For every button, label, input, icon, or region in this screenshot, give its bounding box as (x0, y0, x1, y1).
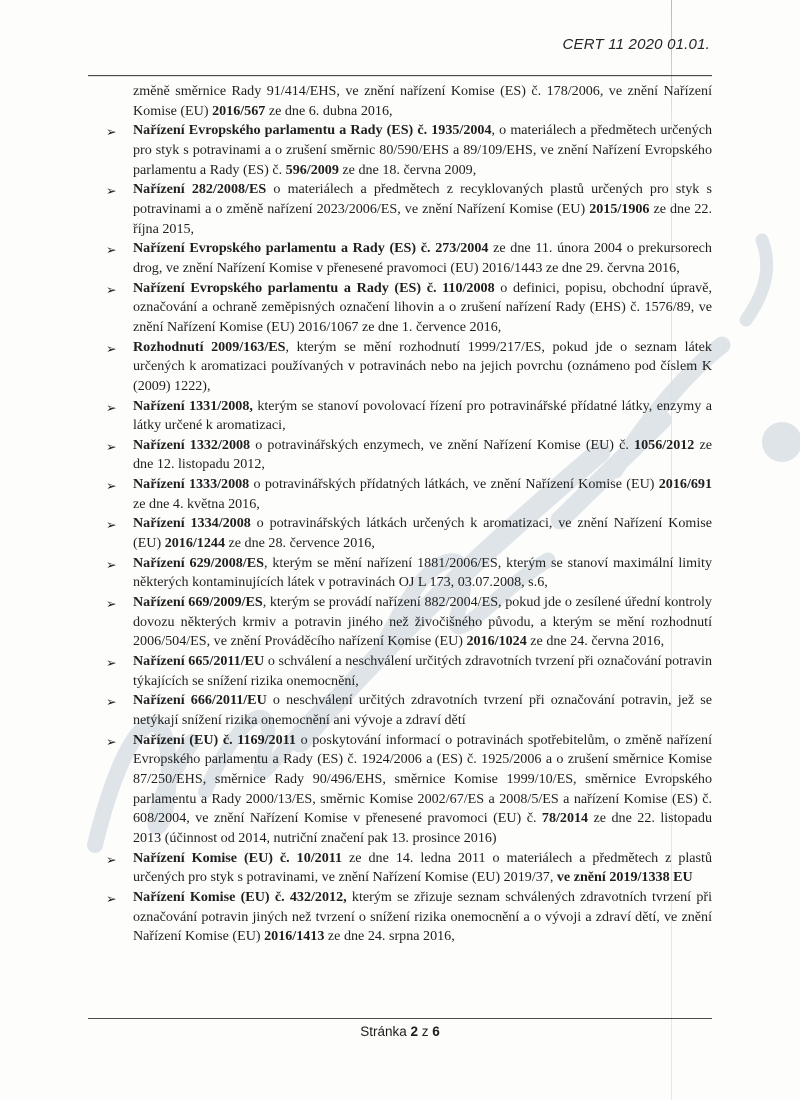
text-run: Stránka (360, 1024, 411, 1039)
bold-text-run: Rozhodnutí 2009/163/ES (133, 338, 286, 355)
arrow-bullet-icon: ➢ (106, 556, 117, 572)
arrow-bullet-icon: ➢ (106, 340, 117, 356)
bold-text-run: 78/2014 (541, 810, 589, 827)
regulation-list-item (106, 475, 712, 514)
bold-text-run: Nařízení (EU) č. 1169/2011 (133, 731, 296, 748)
regulation-list-item (106, 554, 713, 593)
text-run: ze dne 4. května 2016, (133, 495, 260, 512)
text-run: o potravinářských enzymech, ve znění Nařízení Komise (EU) č. (250, 436, 635, 453)
bold-text-run: 2015/1906 (589, 200, 650, 217)
regulation-item-text (133, 653, 712, 689)
regulation-list-item (106, 888, 712, 947)
header-rule (88, 75, 712, 76)
regulation-item-text (133, 850, 712, 886)
bold-text-run: Nařízení Komise (EU) č. 432/2012, (133, 888, 347, 905)
regulation-list-item (106, 436, 712, 475)
regulation-list-item (106, 652, 712, 691)
bold-text-run: Nařízení 666/2011/EU (133, 692, 267, 709)
arrow-bullet-icon: ➢ (106, 478, 117, 494)
arrow-bullet-icon: ➢ (106, 851, 117, 867)
bold-text-run: Nařízení 1334/2008 (133, 515, 251, 532)
regulation-item-text (133, 515, 712, 551)
regulation-item-text (133, 122, 712, 177)
page-number (88, 1024, 712, 1039)
bold-text-run: 2016/1244 (164, 535, 225, 552)
regulation-item-text (133, 280, 712, 335)
regulation-list-item (106, 514, 712, 553)
arrow-bullet-icon: ➢ (106, 517, 117, 533)
text-run: ze dne 11. února 2004 o prekursorech drog, ve znění Nařízení Komise v přenesené pravomoci (EU) 2016/1443 ze dne 29. června 2016, (133, 240, 712, 276)
document-code: CERT 11 2020 01.01. (562, 36, 710, 53)
bold-text-run: Nařízení 1332/2008 (133, 436, 251, 453)
arrow-bullet-icon: ➢ (106, 655, 117, 671)
bold-text-run: Nařízení 665/2011/EU (133, 653, 265, 670)
regulation-item-text (133, 889, 712, 944)
bold-text-run: Nařízení Evropského parlamentu a Rady (ES) č. 1935/2004 (133, 122, 492, 139)
text-run: o potravinářských přídatných látkách, ve znění Nařízení Komise (EU) (249, 476, 659, 493)
arrow-bullet-icon: ➢ (106, 733, 117, 749)
text-run: kterým se stanoví povolovací řízení pro potravinářské přídatné látky, enzymy a látky určené k aromatizaci, (133, 397, 712, 434)
text-run: , kterým se provádí nařízení 882/2004/ES, pokud jde o zesílené úřední kontroly dovozu některých krmiv a potravin jiného než živočišného původu, a kterým se mění rozhodnutí 2006/504/ES, ve znění Prováděcího nařízení Komise (EU) (133, 594, 712, 650)
text-run: ze dne 6. dubna 2016, (265, 102, 393, 119)
regulation-list-item (106, 731, 712, 849)
arrow-bullet-icon: ➢ (106, 183, 117, 199)
text-run: ze dne 18. června 2009, (338, 161, 477, 178)
bold-text-run: 6 (432, 1024, 440, 1039)
bold-text-run: 596/2009 (285, 161, 339, 178)
bold-text-run: Nařízení 629/2008/ES (133, 554, 264, 571)
text-run: změně směrnice Rady 91/414/EHS, ve znění nařízení Komise (ES) č. 178/2006, ve znění Nařízení Komise (EU) (133, 83, 712, 119)
text-run: ze dne 28. července 2016, (225, 535, 375, 552)
bold-text-run: Nařízení 1333/2008 (133, 476, 250, 493)
bold-text-run: 2016/1024 (466, 633, 527, 650)
bold-text-run: Nařízení 669/2009/ES (133, 594, 263, 611)
bold-text-run: 2016/691 (658, 476, 712, 493)
arrow-bullet-icon: ➢ (106, 596, 117, 612)
text-run: ze dne 24. června 2016, (526, 633, 665, 650)
regulation-list (106, 121, 713, 947)
bold-text-run: ve znění 2019/1338 EU (556, 869, 693, 886)
arrow-bullet-icon: ➢ (106, 124, 117, 140)
bold-text-run: 2 (410, 1024, 418, 1039)
arrow-bullet-icon: ➢ (106, 694, 117, 710)
arrow-bullet-icon: ➢ (106, 242, 117, 258)
text-run: ze dne 12. listopadu 2012, (133, 436, 712, 473)
text-run: , kterým se mění rozhodnutí 1999/217/ES, pokud jde o seznam látek určených k aromatizaci používaných v potravinách nebo na jejich povrchu (oznámeno pod číslem K (2009) 1222), (133, 338, 712, 394)
text-run: o schválení a neschválení určitých zdravotních tvrzení při označování potravin týkajících se snížení rizika onemocnění, (133, 653, 712, 689)
regulation-list-item (106, 691, 712, 730)
text-run: kterým se zřizuje seznam schválených zdravotních tvrzení při označování potravin jiných než tvrzení o snížení rizika onemocnění a o vývoji a zdraví dětí, ve znění Nařízení Komise (EU) (133, 888, 712, 945)
text-run: , o materiálech a předmětech určených pro styk s potravinami a o zrušení směrnic 80/590/EHS a 89/109/EHS, ve znění Nařízení Evropského parlamentu a Rady (ES) č. (133, 122, 712, 178)
regulation-list-item (106, 279, 712, 338)
regulation-list-item (106, 239, 712, 278)
bold-text-run: Nařízení Komise (EU) č. 10/2011 (133, 849, 343, 866)
text-run: ze dne 22. listopadu 2013 (účinnost od 2014, nutriční značení pak 13. prosince 2016) (133, 810, 712, 846)
regulation-item-text (133, 594, 712, 649)
regulation-list-item (106, 121, 712, 180)
regulation-list-item (106, 338, 712, 397)
bold-text-run: 2016/1413 (264, 928, 325, 945)
regulation-item-text (133, 240, 712, 276)
arrow-bullet-icon: ➢ (106, 281, 117, 297)
text-run: o neschválení určitých zdravotních tvrzení při označování potravin, jež se netýkají snížení rizika onemocnění ani vývoje a zdraví dětí (133, 692, 712, 728)
regulation-list-item (106, 593, 712, 652)
text-run: ze dne 24. srpna 2016, (324, 928, 455, 945)
regulation-item-text (133, 555, 712, 591)
arrow-bullet-icon: ➢ (106, 890, 117, 906)
text-run: ze dne 22. října 2015, (133, 200, 712, 237)
regulation-item-text (133, 339, 712, 394)
regulation-item-text (133, 181, 712, 236)
regulation-item-text (133, 398, 712, 434)
bold-text-run: Nařízení Evropského parlamentu a Rady (ES) č. 273/2004 (133, 240, 489, 257)
bold-text-run: Nařízení 282/2008/ES (133, 181, 267, 198)
document-body (106, 82, 713, 947)
regulation-item-text (133, 732, 712, 846)
arrow-bullet-icon: ➢ (106, 438, 117, 454)
intro-paragraph (133, 82, 712, 121)
text-run: o definici, popisu, obchodní úpravě, označování a ochraně zeměpisných označení lihovin a o zrušení nařízení Rady (EHS) č. 1576/89, ve znění Nařízení Komise (EU) 2016/1067 ze dne 1. července 2016, (133, 279, 712, 335)
regulation-item-text (133, 437, 712, 473)
bold-text-run: Nařízení 1331/2008, (133, 397, 253, 414)
regulation-list-item (106, 849, 712, 888)
bold-text-run: 2016/567 (212, 102, 266, 119)
regulation-list-item (106, 180, 712, 239)
text-run: o materiálech a předmětech z recyklovaných plastů určených pro styk s potravinami a o změně nařízení 2023/2006/ES, ve znění Nařízení Komise (EU) (133, 181, 712, 217)
text-run: z (418, 1024, 433, 1039)
bold-text-run: 1056/2012 (634, 436, 695, 453)
text-run: o poskytování informací o potravinách spotřebitelům, o změně nařízení Evropského parlamentu a Rady (ES) č. 1924/2006 a (ES) č. 1925/2006 a o zrušení směrnice Komise 87/250/EHS, směrnice Rady 90/496/EHS, směrnice Komise 1999/10/ES, směrnice Evropského parlamentu a Rady 2000/13/ES, směrnic Komise 2002/67/ES a 2008/5/ES a nařízení Komise (ES) č. 608/2004, ve znění Nařízení Komise v přenesené pravomoci (EU) č. (133, 731, 712, 827)
bold-text-run: Nařízení Evropského parlamentu a Rady (ES) č. 110/2008 (133, 279, 495, 296)
regulation-item-text (133, 476, 712, 512)
text-run: , kterým se mění nařízení 1881/2006/ES, kterým se stanoví maximální limity některých kontaminujících látek v potravinách OJ L 173, 03.07.2008, s.6, (133, 554, 713, 591)
text-run: o potravinářských látkách určených k aromatizaci, ve znění Nařízení Komise (EU) (133, 515, 712, 552)
arrow-bullet-icon: ➢ (106, 399, 117, 415)
footer-rule (88, 1018, 712, 1019)
regulation-list-item (106, 397, 712, 436)
regulation-item-text (133, 692, 712, 728)
text-run: ze dne 14. ledna 2011 o materiálech a předmětech z plastů určených pro styk s potravinami, ve znění Nařízení Komise (EU) 2019/37, (133, 849, 712, 886)
